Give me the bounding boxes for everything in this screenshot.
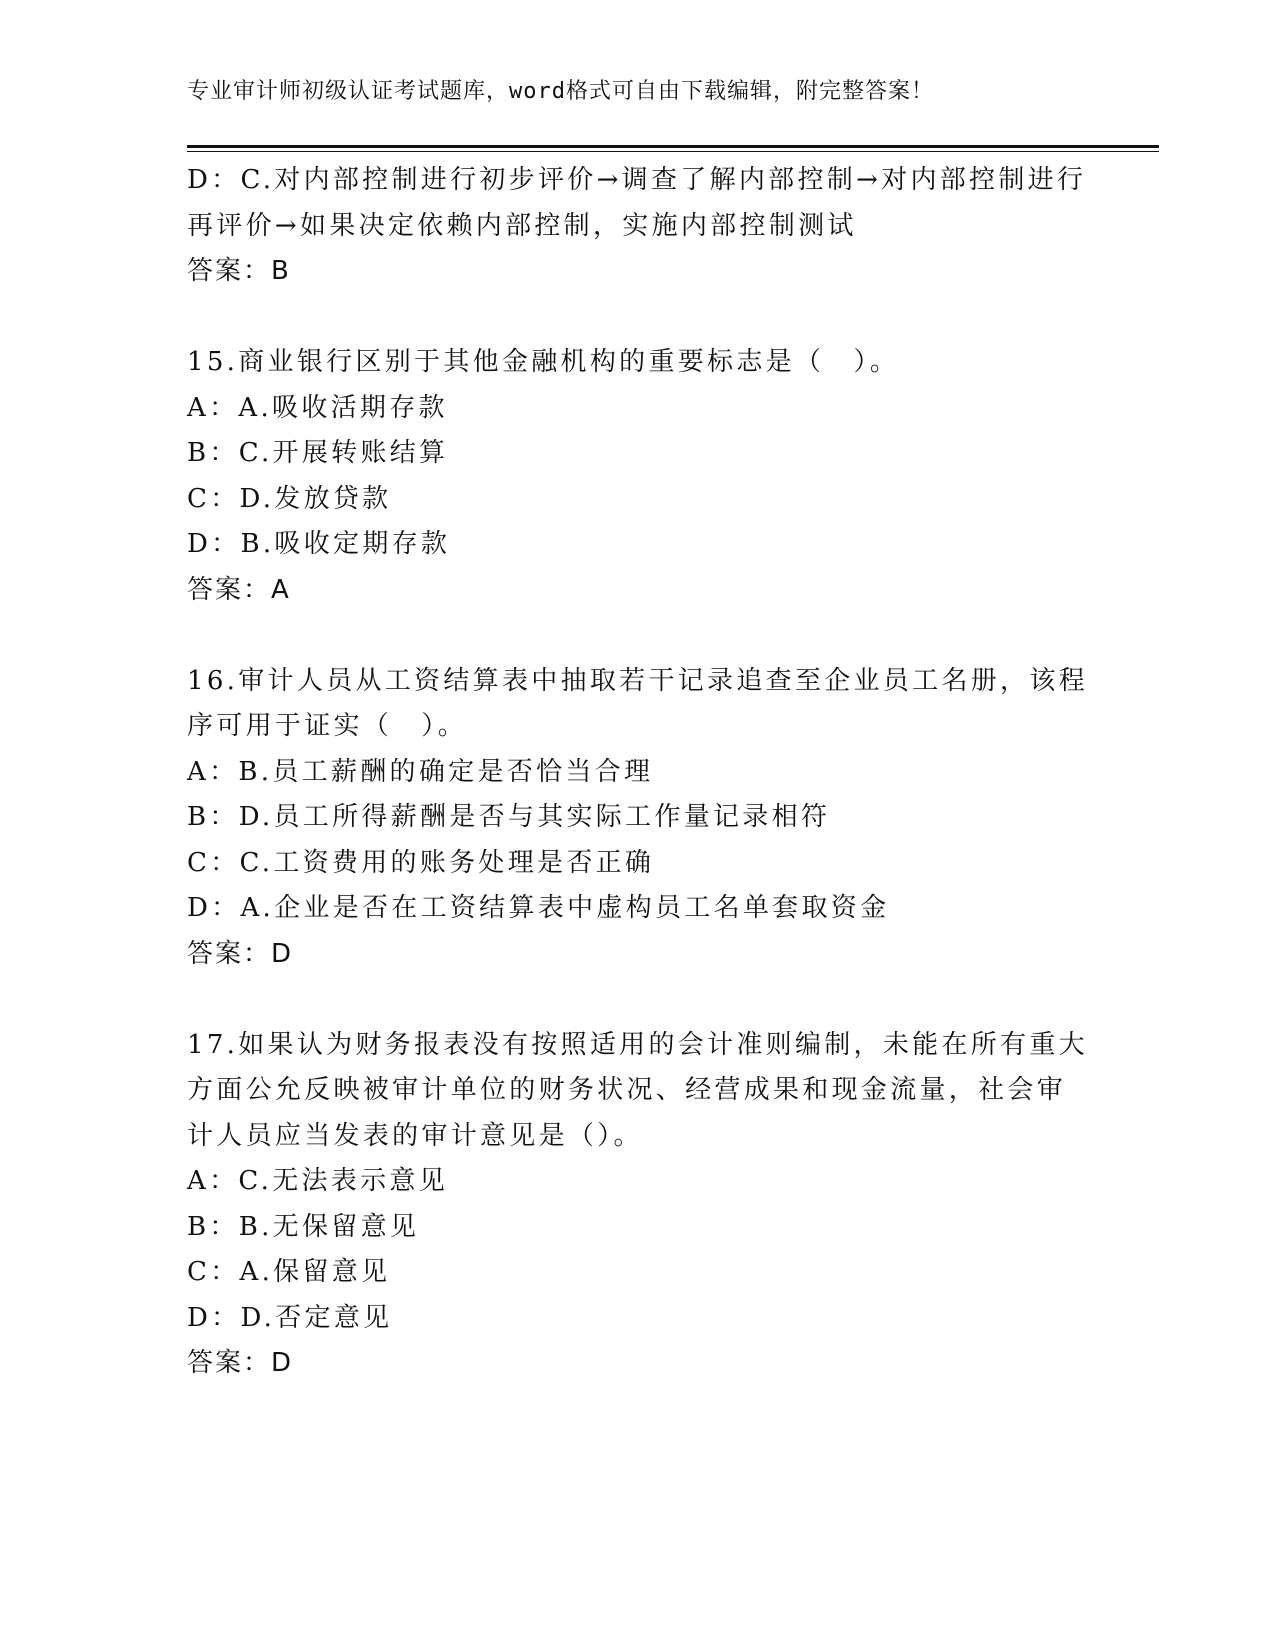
q14-option-d-line1: D：C.对内部控制进行初步评价→调查了解内部控制→对内部控制进行 (187, 165, 1087, 195)
q17-option-b: B：B.无保留意见 (187, 1211, 420, 1242)
q16-option-b: B：D.员工所得薪酬是否与其实际工作量记录相符 (187, 802, 831, 832)
q15-option-b: B：C.开展转账结算 (187, 438, 449, 468)
q16-option-a: A：B.员工薪酬的确定是否恰当合理 (187, 756, 654, 787)
q15-option-d: D：B.吸收定期存款 (187, 529, 451, 559)
header-rule-thin (187, 151, 1159, 152)
q17-stem-line2: 方面公允反映被审计单位的财务状况、经营成果和现金流量，社会审 (187, 1075, 1067, 1105)
q15-stem: 15.商业银行区别于其他金融机构的重要标志是（ ）。 (187, 347, 900, 377)
q17-option-a: A：C.无法表示意见 (187, 1166, 449, 1196)
q16-stem-line1: 16.审计人员从工资结算表中抽取若干记录追查至企业员工名册，该程 (187, 665, 1088, 696)
q16-option-c: C：C.工资费用的账务处理是否正确 (187, 847, 655, 878)
document-body (187, 158, 1087, 1387)
q17-stem-line1: 17.如果认为财务报表没有按照适用的会计准则编制，未能在所有重大 (187, 1029, 1088, 1060)
q16-answer: 答案：D (187, 938, 294, 969)
q16-stem-line2: 序可用于证实（ ）。 (187, 711, 468, 741)
q17-option-d: D：D.否定意见 (187, 1302, 393, 1333)
q14-answer: 答案：B (187, 256, 291, 286)
q15-option-a: A：A.吸收活期存款 (187, 392, 448, 423)
q17-stem-line3: 计人员应当发表的审计意见是（）。 (187, 1120, 643, 1151)
page-header: 专业审计师初级认证考试题库，word格式可自由下载编辑，附完整答案！ (187, 79, 934, 104)
q17-answer: 答案：D (187, 1348, 294, 1378)
q17-option-c: C：A.保留意见 (187, 1257, 391, 1287)
q15-option-c: C：D.发放贷款 (187, 483, 392, 514)
q14-option-d-line2: 再评价→如果决定依赖内部控制，实施内部控制测试 (187, 210, 857, 241)
q16-option-d: D：A.企业是否在工资结算表中虚构员工名单套取资金 (187, 893, 890, 923)
q15-answer: 答案：A (187, 574, 291, 605)
header-rule-thick (187, 145, 1159, 148)
